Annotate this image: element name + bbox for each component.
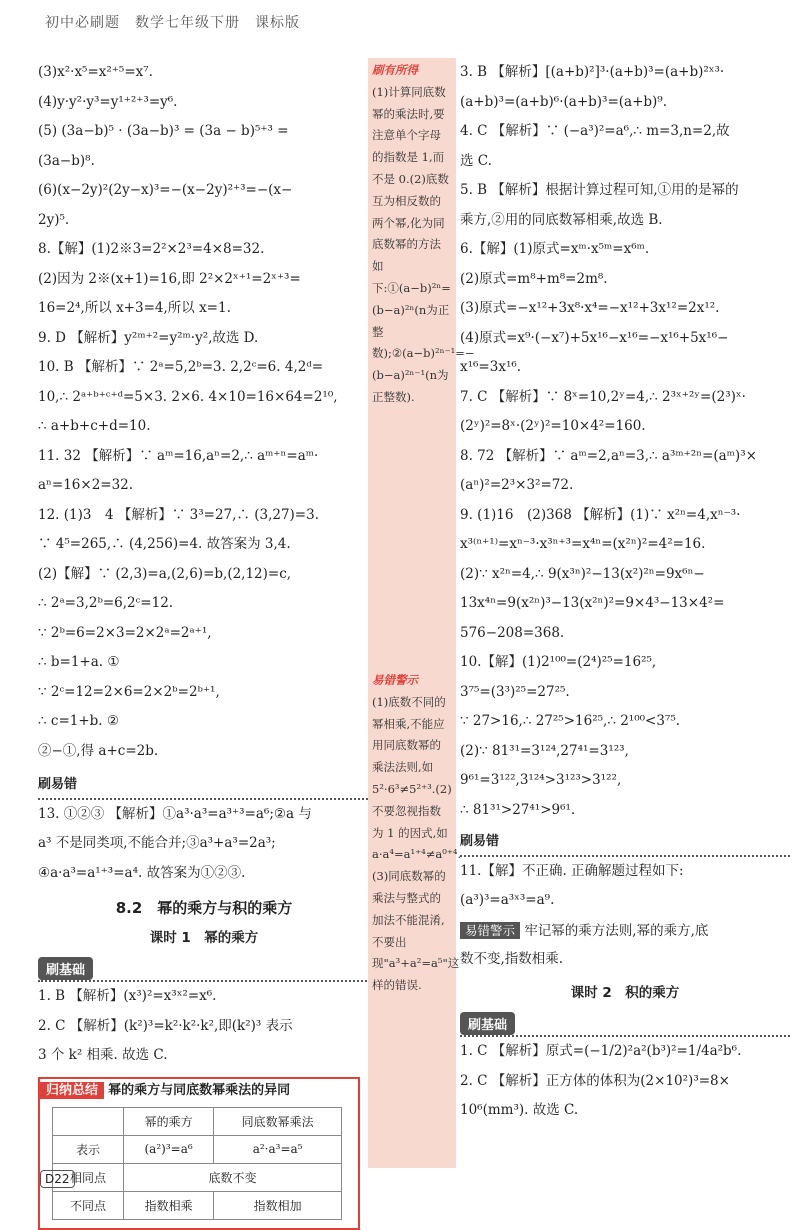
right-line: 选 C.	[460, 152, 492, 169]
left2-line: a³ 不是同类项,不能合并;③a³+a³=2a³;	[38, 835, 276, 851]
basic-badge-2: 刷基础	[460, 1012, 515, 1035]
right3-line: 2. C 【解析】正方体的体积为(2×10²)³=8×	[460, 1072, 730, 1089]
right-line: 5. B 【解析】根据计算过程可知,①用的是幂的	[460, 182, 739, 198]
left-line: 2y)⁵.	[38, 211, 70, 228]
summary-box	[38, 1077, 360, 1230]
note2-text: (1)底数不同的幂相乘,不能应用同底数幂的乘法法则,如 5²·6³≠5²⁺³.(2)不要忽视指数为 1 的因式,如 a·a⁴=a¹⁺⁴≠a⁰⁺⁴.(3)同底数幂的乘法与整式的加法不能混淆,不要出现"a³+a²=a⁵"这样的错误.	[372, 694, 462, 993]
right-line: (2)∵ 81³¹=3¹²⁴,27⁴¹=3¹²³,	[460, 742, 629, 759]
summary-tag: 归纳总结	[40, 1082, 104, 1099]
left-line: 10,∴ 2ᵃ⁺ᵇ⁺ᶜ⁺ᵈ=5×3. 2×6. 4×10=16×64=2¹⁰,	[38, 388, 338, 405]
right-line: 3⁷⁵=(3³)²⁵=27²⁵.	[460, 683, 570, 700]
page-number: D22	[40, 1170, 75, 1188]
left-line: aⁿ=16×2=32.	[38, 477, 134, 493]
left2-line: 13. ①②③ 【解析】①a³·a³=a³⁺³=a⁶;②a 与	[38, 805, 312, 822]
warn-text-1: 牢记幂的乘方法则,幂的乘方,底	[524, 922, 709, 939]
left-line: ∵ 4⁵=265,∴ (4,256)=4. 故答案为 3,4.	[38, 536, 291, 552]
error-section-label-2: 刷易错	[460, 827, 790, 857]
lesson2-title: 课时 2 积的乘方	[570, 984, 680, 1001]
right-line: 乘方,②用的同底数幂相乘,故选 B.	[460, 211, 663, 228]
left-line: ∴ 2ᵃ=3,2ᵇ=6,2ᶜ=12.	[38, 595, 174, 611]
left-line: 9. D 【解析】y²ᵐ⁺²=y²ᵐ·y²,故选 D.	[38, 329, 259, 346]
left3-line: 2. C 【解析】(k²)³=k²·k²·k²,即(k²)³ 表示	[38, 1017, 293, 1034]
note-box-2	[368, 668, 462, 1168]
right-line: 4. C 【解析】∵ (−a³)²=a⁶,∴ m=3,n=2,故	[460, 123, 730, 139]
left-line: 10. B 【解析】∵ 2ᵃ=5,2ᵇ=3. 2,2ᶜ=6. 4,2ᵈ=	[38, 359, 324, 375]
page-header: 初中必刷题 数学七年级下册 课标版	[45, 15, 300, 31]
left-line: (3a−b)⁸.	[38, 152, 95, 169]
right-line: 13x⁴ⁿ=9(x²ⁿ)³−13(x²ⁿ)²=9×4³−13×4²=	[460, 595, 725, 611]
left-line: 11. 32 【解析】∵ aᵐ=16,aⁿ=2,∴ aᵐ⁺ⁿ=aᵐ·	[38, 447, 319, 464]
right-line: ∴ 81³¹>27⁴¹>9⁶¹.	[460, 801, 576, 818]
left-line: ∴ a+b+c+d=10.	[38, 418, 151, 434]
summary-title: 幂的乘方与同底数幂乘法的异同	[108, 1082, 291, 1098]
right-line: 10.【解】(1)2¹⁰⁰=(2⁴)²⁵=16²⁵,	[460, 654, 657, 670]
left-line: (5) (3a−b)⁵ · (3a−b)³ = (3a − b)⁵⁺³ =	[38, 123, 289, 139]
warn-text-2: 数不变,指数相乘.	[460, 951, 564, 967]
error-section-label: 刷易错	[38, 770, 368, 800]
left-line: (6)(x−2y)²(2y−x)³=−(x−2y)²⁺³=−(x−	[38, 182, 293, 198]
right-line: (4)原式=x⁹·(−x⁷)+5x¹⁶−x¹⁶=−x¹⁶+5x¹⁶−	[460, 329, 729, 346]
summary-table: 幂的乘方 同底数幂乘法 表示 (a²)³=a⁶ a²·a³=a⁵ 相同点 底数不变 不同点 指数相乘 指数相加	[52, 1107, 342, 1220]
right-line: x¹⁶=3x¹⁶.	[460, 359, 522, 375]
right-column	[460, 58, 790, 1126]
right-line: 9. (1)16 (2)368 【解析】(1)∵ x²ⁿ=4,xⁿ⁻³·	[460, 506, 741, 523]
left-line: (2)因为 2※(x+1)=16,即 2²×2ˣ⁺¹=2ˣ⁺³=	[38, 270, 301, 287]
right-line: (2)∵ x²ⁿ=4,∴ 9(x³ⁿ)²−13(x²)²ⁿ=9x⁶ⁿ−	[460, 565, 705, 582]
left-line: (2)【解】∵ (2,3)=a,(2,6)=b,(2,12)=c,	[38, 565, 292, 582]
note1-title: 刷有所得	[372, 63, 418, 77]
right2-line: (a³)³=a³ˣ³=a⁹.	[460, 892, 555, 908]
section-title: 8.2 幂的乘方与积的乘方	[115, 899, 293, 917]
lesson1-title: 课时 1 幂的乘方	[149, 929, 259, 946]
note-box-1	[368, 58, 475, 503]
left-line: 16=2⁴,所以 x+3=4,所以 x=1.	[38, 300, 231, 316]
left-line: ∵ 2ᶜ=12=2×6=2×2ᵇ=2ᵇ⁺¹,	[38, 683, 220, 700]
right-line: 7. C 【解析】∵ 8ˣ=10,2ʸ=4,∴ 2³ˣ⁺²ʸ=(2³)ˣ·	[460, 388, 746, 405]
left-line: ∵ 2ᵇ=6=2×3=2×2ᵃ=2ᵃ⁺¹,	[38, 624, 212, 641]
left-line: ②−①,得 a+c=2b.	[38, 742, 159, 759]
left-line: ∴ c=1+b. ②	[38, 713, 119, 729]
right-line: 576−208=368.	[460, 624, 565, 641]
right-line: 9⁶¹=3¹²²,3¹²⁴>3¹²³>3¹²²,	[460, 772, 622, 788]
right-line: (aⁿ)²=2³×3²=72.	[460, 477, 574, 493]
left-line: 12. (1)3 4 【解析】∵ 3³=27,∴ (3,27)=3.	[38, 506, 320, 523]
right2-line: 11.【解】不正确. 正确解题过程如下:	[460, 862, 684, 879]
right-line: 3. B 【解析】[(a+b)²]³·(a+b)³=(a+b)²ˣ³·	[460, 64, 725, 80]
right-line: 6.【解】(1)原式=xᵐ·x⁵ᵐ=x⁶ᵐ.	[460, 241, 650, 257]
right-line: (3)原式=−x¹²+3x⁸·x⁴=−x¹²+3x¹²=2x¹².	[460, 300, 720, 316]
right3-line: 1. C 【解析】原式=(−1/2)²a²(b³)²=1/4a²b⁶.	[460, 1043, 742, 1059]
right-line: 8. 72 【解析】∵ aᵐ=2,aⁿ=3,∴ a³ᵐ⁺²ⁿ=(aᵐ)³×	[460, 447, 757, 464]
warn-tag: 易错警示	[460, 922, 520, 939]
left-line: (3)x²·x⁵=x²⁺⁵=x⁷.	[38, 64, 153, 80]
left-line: 8.【解】(1)2※3=2²×2³=4×8=32.	[38, 241, 265, 257]
note2-title: 易错警示	[372, 673, 418, 687]
right-line: (a+b)³=(a+b)⁶·(a+b)³=(a+b)⁹.	[460, 93, 667, 110]
right-line: (2ʸ)²=8ˣ·(2ʸ)²=10×4²=160.	[460, 418, 646, 434]
right-line: (2)原式=m⁸+m⁸=2m⁸.	[460, 270, 608, 287]
right3-line: 10⁶(mm³). 故选 C.	[460, 1102, 579, 1118]
left3-line: 3 个 k² 相乘. 故选 C.	[38, 1047, 168, 1063]
note1-text: (1)计算同底数幂的乘法时,要注意单个字母的指数是 1,而不是 0.(2)底数互为相反数的两个幂,化为同底数幂的方法如下:①(a−b)²ⁿ=(b−a)²ⁿ(n为正整数);②(a−b)²ⁿ⁻¹=−(b−a)²ⁿ⁻¹(n为正整数).	[372, 84, 475, 404]
left-column	[38, 58, 370, 1230]
left2-line: ④a·a³=a¹⁺³=a⁴. 故答案为①②③.	[38, 864, 246, 881]
side-notes	[368, 58, 475, 1168]
basic-badge: 刷基础	[38, 957, 93, 980]
right-line: ∵ 27>16,∴ 27²⁵>16²⁵,∴ 2¹⁰⁰<3⁷⁵.	[460, 713, 681, 729]
left-line: ∴ b=1+a. ①	[38, 654, 120, 670]
left3-line: 1. B 【解析】(x³)²=x³ˣ²=x⁶.	[38, 988, 217, 1004]
left-line: (4)y·y²·y³=y¹⁺²⁺³=y⁶.	[38, 93, 178, 110]
right-line: x³⁽ⁿ⁺¹⁾=xⁿ⁻³·x³ⁿ⁺³=x⁴ⁿ=(x²ⁿ)²=4²=16.	[460, 536, 706, 552]
